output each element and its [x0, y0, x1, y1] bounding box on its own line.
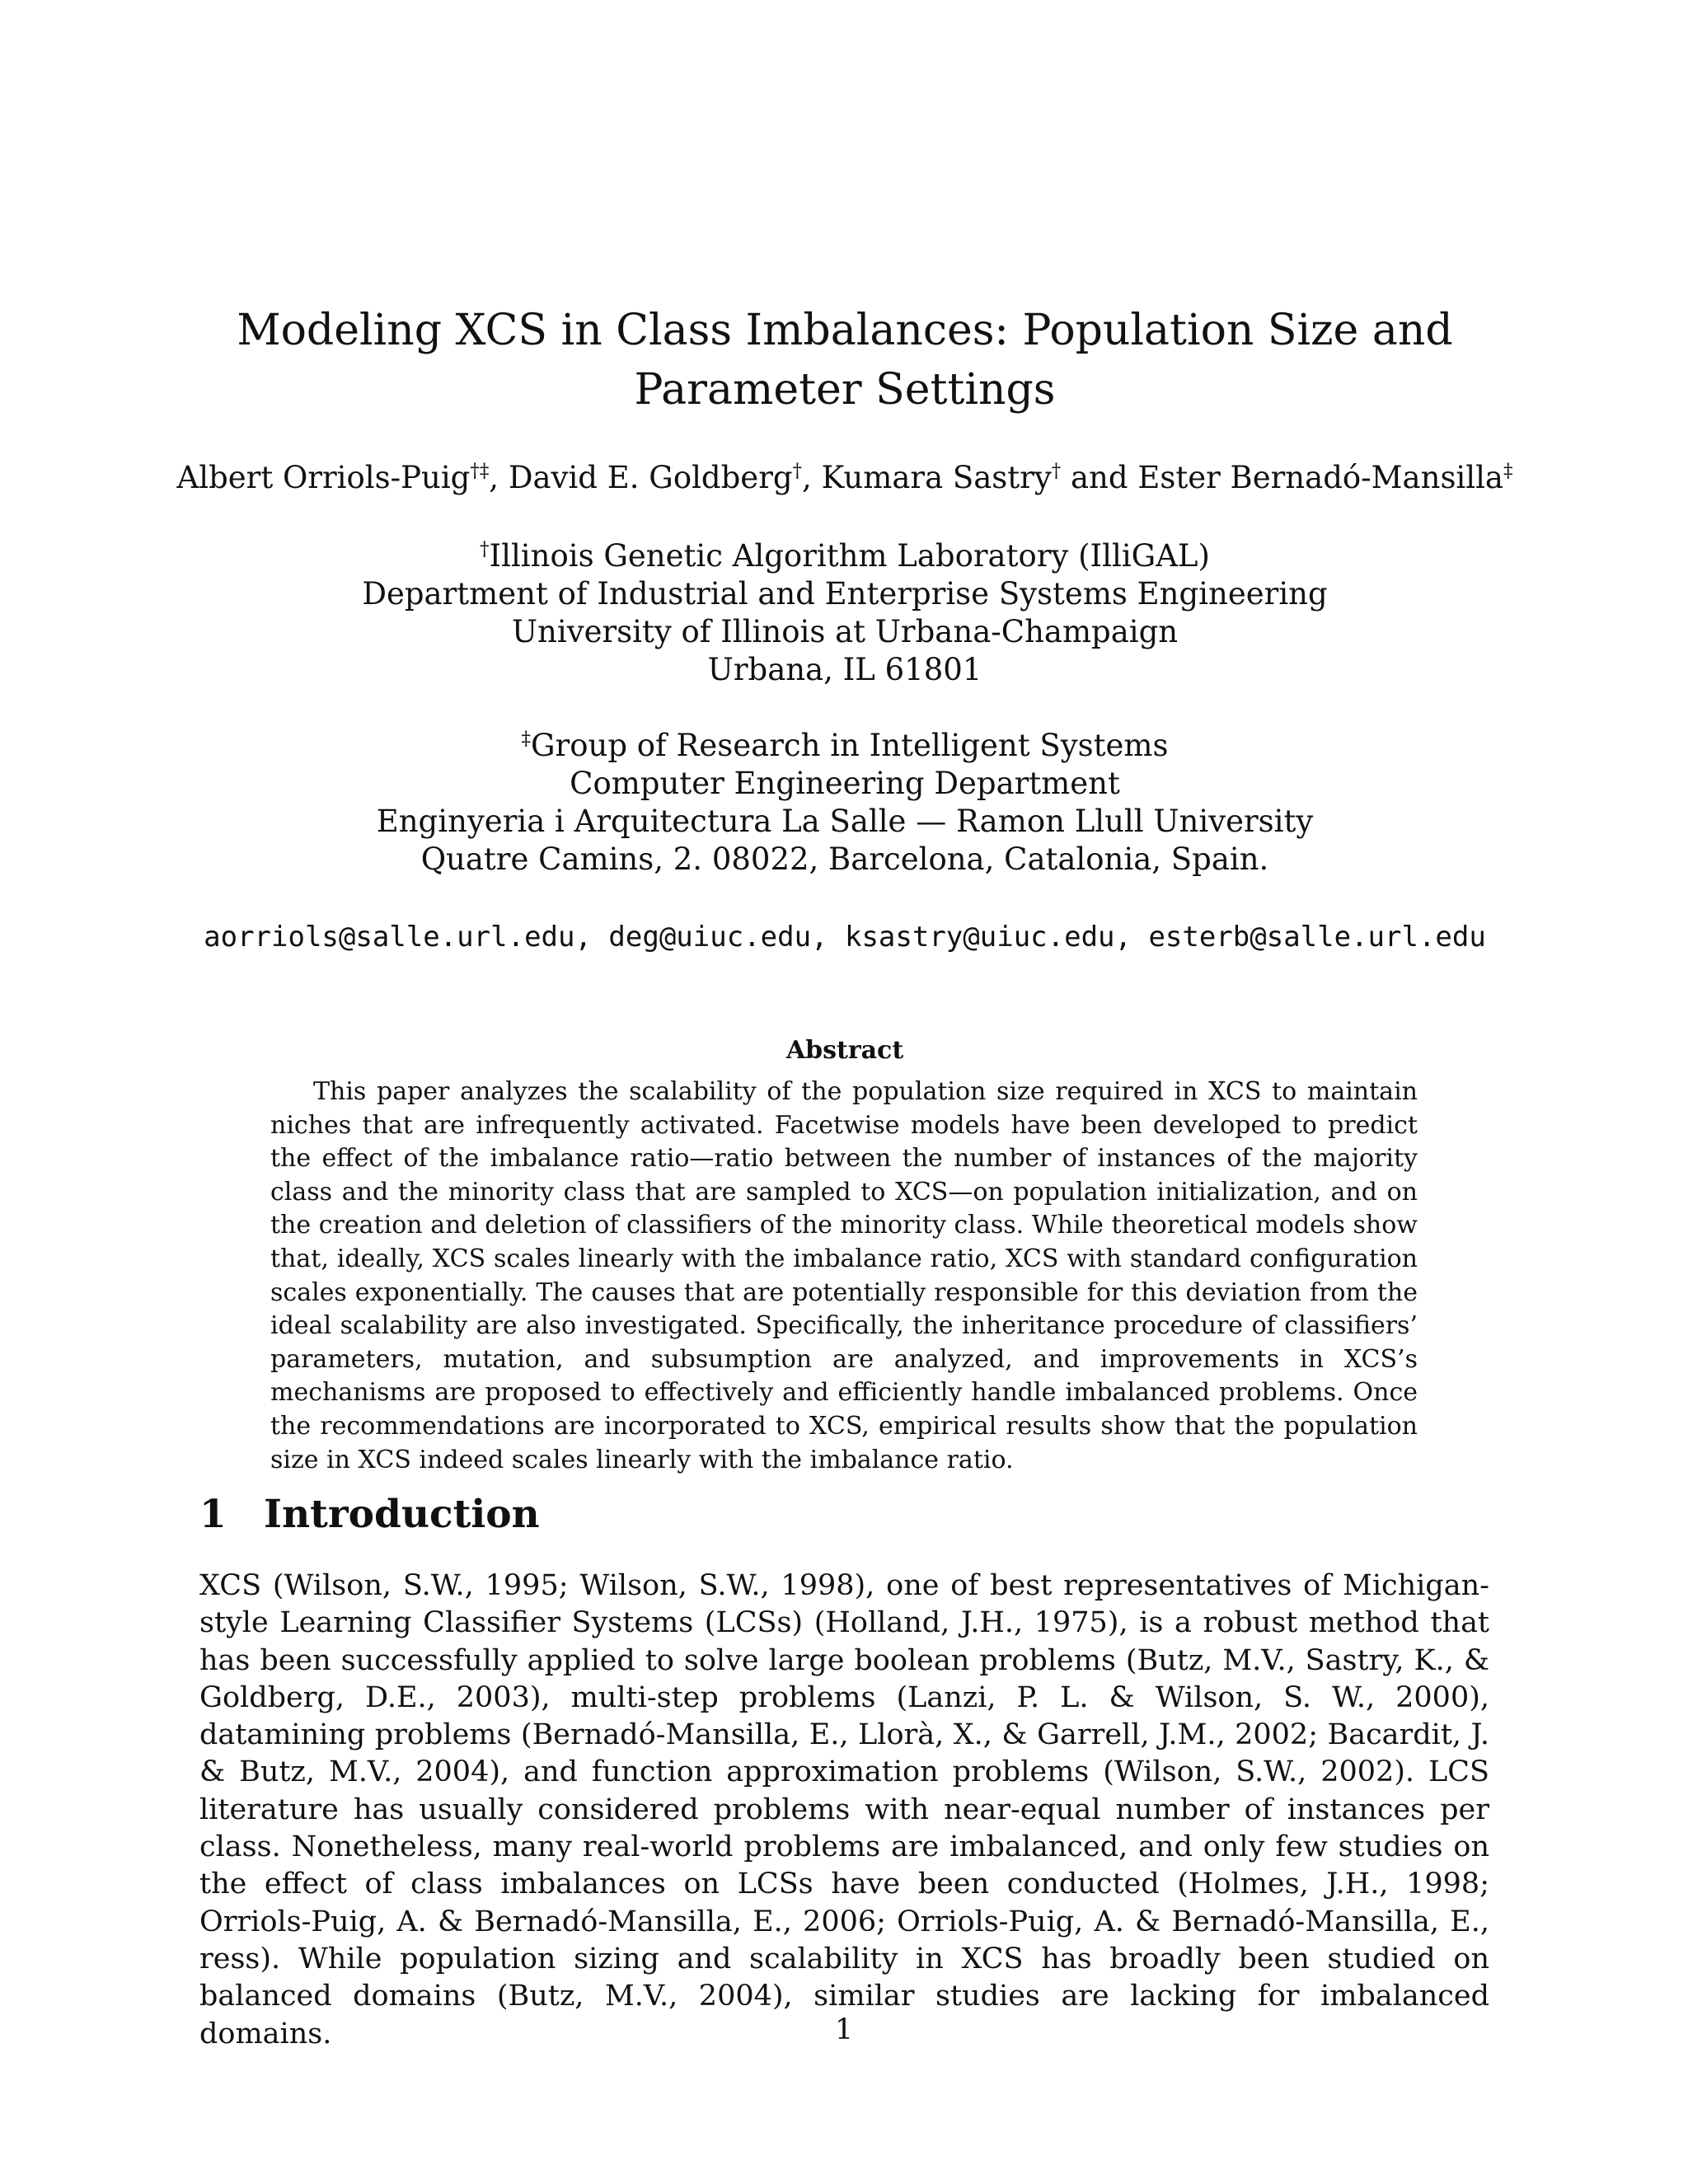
author-affiliation-mark: †	[1051, 460, 1062, 482]
abstract-heading: Abstract	[785, 1036, 904, 1065]
section-title: Introduction	[264, 1492, 540, 1537]
affiliation-line: Computer Engineering Department	[570, 766, 1120, 801]
affiliation-text: Group of Research in Intelligent Systems	[530, 728, 1169, 763]
affiliation-line: Quatre Camins, 2. 08022, Barcelona, Catalonia, Spain.	[420, 841, 1269, 877]
page-number: 1	[834, 2013, 854, 2046]
author-affiliation-mark: †‡	[470, 460, 490, 482]
introduction-text: XCS (Wilson, S.W., 1995; Wilson, S.W., 1998), one of best representatives of Michigan-style Learning Classifier Systems (LCSs) (Holland, J.H., 1975), is a robust method that has been successfully applied to solve large boolean problems (Butz, M.V., Sastry, K., & Goldberg, D.E., 2003), multi-step problems (Lanzi, P. L. & Wilson, S. W., 2000), datamining problems (Bernadó-Mansilla, E., Llorà, X., & Garrell, J.M., 2002; Bacardit, J. & Butz, M.V., 2004), and function approximation problems (Wilson, S.W., 2002). LCS literature has usually considered problems with near-equal number of instances per class. Nonetheless, many real-world problems are imbalanced, and only few studies on the effect of class imbalances on LCSs have been conducted (Holmes, J.H., 1998; Orriols-Puig, A. & Bernadó-Mansilla, E., 2006; Orriols-Puig, A. & Bernadó-Mansilla, E., ress). While population sizing and scalability in XCS has broadly been studied on balanced domains (Butz, M.V., 2004), similar studies are lacking for imbalanced domains.	[199, 1569, 1489, 2050]
section-number: 1	[199, 1492, 227, 1537]
author-name: David E. Goldberg	[508, 460, 793, 495]
author-separator: ,	[489, 460, 509, 495]
author-name: Ester Bernadó-Mansilla	[1137, 460, 1503, 495]
affiliation-line	[247, 727, 1442, 765]
affiliation-line: University of Illinois at Urbana-Champaign	[511, 614, 1179, 649]
affiliation-line: Urbana, IL 61801	[707, 652, 982, 687]
section-heading	[199, 1490, 540, 1540]
affiliation-text: Illinois Genetic Algorithm Laboratory (IlliGAL)	[489, 538, 1210, 574]
paper-title: Modeling XCS in Class Imbalances: Population Size and Parameter Settings	[237, 306, 1453, 415]
author-separator: and	[1061, 460, 1138, 495]
abstract-text: This paper analyzes the scalability of the population size required in XCS to maintain niches that are infrequently activated. Facetwise models have been developed to predict the effect of the imbalance ratio—ratio between the number of instances of the majority class and the minority class that are sampled to XCS—on population initialization, and on the creation and deletion of classifiers of the minority class. While theoretical models show that, ideally, XCS scales linearly with the imbalance ratio, XCS with standard configuration scales exponentially. The causes that are potentially responsible for this deviation from the ideal scalability are also investigated. Specifically, the inheritance procedure of classifiers’ parameters, mutation, and subsumption are analyzed, and improvements in XCS’s mechanisms are proposed to effectively and efficiently handle imbalanced problems. Once the recommendations are incorporated to XCS, empirical results show that the population size in XCS indeed scales linearly with the imbalance ratio.	[270, 1077, 1418, 1474]
affiliation-block	[247, 537, 1442, 689]
author-emails: aorriols@salle.url.edu, deg@uiuc.edu, ksastry@uiuc.edu, esterb@salle.url.edu	[204, 921, 1486, 954]
author-name: Albert Orriols-Puig	[176, 460, 471, 495]
affiliation-block	[247, 727, 1442, 879]
author-list	[124, 457, 1566, 499]
affiliation-line	[247, 537, 1442, 575]
affiliation-line: Enginyeria i Arquitectura La Salle — Ramon Llull University	[376, 804, 1314, 839]
author-separator: ,	[802, 460, 822, 495]
affiliation-mark: †	[480, 538, 490, 560]
affiliation-line: Department of Industrial and Enterprise Systems Engineering	[362, 576, 1328, 612]
author-affiliation-mark: ‡	[1503, 460, 1513, 482]
affiliation-mark: ‡	[521, 728, 531, 750]
author-name: Kumara Sastry	[821, 460, 1052, 495]
author-affiliation-mark: †	[792, 460, 803, 482]
